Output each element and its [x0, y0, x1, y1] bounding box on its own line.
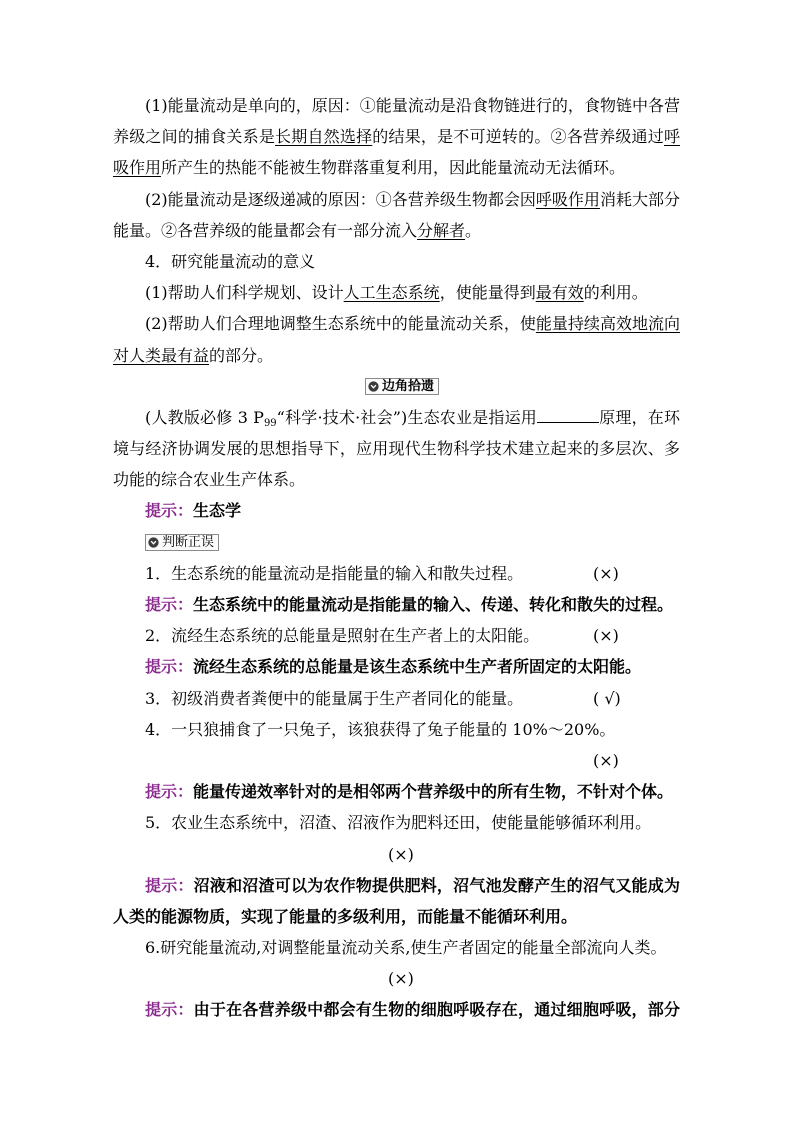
text-segment: 的利用。 [583, 283, 648, 303]
question-text: 2．流经生态系统的总能量是照射在生产者上的太阳能。 [145, 626, 540, 646]
answer-mark: ( √) [593, 688, 621, 708]
text-segment: (人教版必修 3 P [145, 407, 264, 427]
judgement-item-4 [113, 714, 680, 745]
underlined-keyword: 呼 [663, 127, 680, 147]
answer-mark: (×) [593, 626, 619, 646]
answer-mark: (×) [593, 563, 619, 583]
judgement-item-5 [113, 807, 680, 838]
judgement-item-6 [113, 932, 680, 963]
text-segment: 所产生的热能不能被生物群落重复利用，因此能量流动无法循环。 [161, 158, 626, 178]
question-text: 3．初级消费者粪便中的能量属于生产者同化的能量。 [145, 688, 524, 708]
hint-label: 提示： [145, 501, 194, 521]
hint-label: 提示： [145, 782, 194, 802]
hint-label: 提示： [145, 1000, 194, 1020]
text-segment: (2)帮助人们合理地调整生态系统中的能量流动关系，使 [145, 314, 536, 334]
answer-mark: (×) [388, 969, 414, 989]
question-text: 4．一只狼捕食了一只兔子，该狼获得了兔子能量的 10%～20%。 [145, 719, 616, 739]
decreasing-line-1 [113, 184, 680, 215]
extras-line-1 [113, 402, 680, 433]
underlined-keyword: 对人类最有益 [113, 345, 210, 365]
one-way-line-2 [113, 121, 680, 152]
chevron-circle-icon [148, 537, 159, 548]
text-segment: 的结果，是不可逆转的。②各营养级通过 [372, 127, 664, 147]
text-segment: 能量。②各营养级的能量都会有一部分流入 [113, 220, 418, 240]
underlined-keyword: 分解者 [417, 220, 466, 240]
hint-text: 生态系统中的能量流动是指能量的输入、传递、转化和散失的过程。 [193, 595, 674, 614]
underlined-keyword: 最有效 [535, 283, 584, 303]
text-segment: 消耗大部分 [599, 189, 680, 209]
page-content [113, 90, 680, 1026]
question-text: 1．生态系统的能量流动是指能量的输入和散失过程。 [145, 563, 524, 583]
judgement-hint-5-line-1 [113, 870, 680, 901]
judgement-hint-6-line-1 [113, 994, 680, 1025]
hint-text: 流经生态系统的总能量是该生态系统中生产者所固定的太阳能。 [193, 657, 642, 677]
extras-hint [113, 495, 680, 526]
extras-line-2: 境与经济协调发展的思想指导下，应用现代生物科学技术建立起来的多层次、多 [113, 439, 680, 459]
judgement-label-row [113, 527, 680, 558]
hint-text: 沼液和沼渣可以为农作物提供肥料，沼气池发酵产生的沼气又能成为 [193, 875, 680, 895]
underlined-keyword: 呼吸作用 [535, 189, 600, 209]
hint-label: 提示： [145, 595, 194, 614]
judgement-hint-4 [113, 776, 680, 807]
hint-label: 提示： [145, 875, 194, 895]
significance-heading: 4．研究能量流动的意义 [145, 251, 316, 271]
significance-item-2-line-1 [113, 308, 680, 339]
judgement-hint-1 [113, 589, 680, 620]
judgement-item-1 [113, 558, 680, 589]
text-segment: 。 [465, 220, 482, 240]
text-segment: 的部分。 [209, 345, 274, 365]
page-subscript: 99 [263, 417, 277, 429]
hint-label: 提示： [145, 657, 194, 677]
hint-text: 能量传递效率针对的是相邻两个营养级中的所有生物，不针对个体。 [193, 782, 674, 802]
extras-label-box [365, 378, 439, 395]
extras-label: 边角拾遗 [382, 378, 435, 394]
hint-text: 人类的能源物质，实现了能量的多级利用，而能量不能循环利用。 [113, 906, 578, 926]
one-way-line-1 [113, 90, 680, 121]
judgement-label: 判断正误 [162, 534, 215, 550]
judgement-item-4-mark-row [113, 745, 680, 776]
question-text: 5．农业生态系统中，沼渣、沼液作为肥料还田，使能量能够循环利用。 [145, 813, 652, 833]
significance-item-1 [113, 277, 680, 308]
judgement-hint-5-line-2 [113, 901, 680, 932]
judgement-item-2 [113, 620, 680, 651]
judgement-hint-2 [113, 651, 680, 682]
chevron-circle-icon [368, 381, 379, 392]
text-segment: (2)能量流动是逐级递减的原因：①各营养级生物都会因 [145, 189, 536, 209]
question-text: 6.研究能量流动,对调整能量流动关系,使生产者固定的能量全部流向人类。 [145, 938, 667, 958]
one-way-line-3 [113, 152, 680, 183]
underlined-keyword: 人工生态系统 [343, 283, 440, 303]
text-segment: (1)帮助人们科学规划、设计 [145, 283, 344, 303]
underlined-keyword: 吸作用 [113, 158, 162, 178]
text-segment: “科学·技术·社会”)生态农业是指运用 [276, 407, 537, 427]
judgement-item-5-mark-row [113, 839, 680, 870]
hint-text: 由于在各营养级中都会有生物的细胞呼吸存在，通过细胞呼吸，部分 [193, 1000, 680, 1020]
text-segment: 养级之间的捕食关系是 [113, 127, 276, 147]
text-segment: (1)能量流动是单向的，原因：①能量流动是沿食物链进行的，食物链中各营 [145, 96, 680, 115]
extras-line-3: 功能的综合农业生产体系。 [113, 470, 306, 490]
text-segment: 原理，在环 [598, 407, 680, 427]
fill-in-blank [537, 408, 599, 423]
significance-item-2-line-2 [113, 340, 680, 371]
answer-mark: (×) [593, 750, 619, 770]
answer-mark: (×) [388, 844, 414, 864]
extras-label-row [113, 371, 680, 402]
judgement-label-box [145, 534, 219, 551]
hint-text: 生态学 [193, 501, 242, 521]
underlined-keyword: 能量持续高效地流向 [535, 314, 680, 334]
judgement-item-3 [113, 683, 680, 714]
judgement-item-6-mark-row [113, 963, 680, 994]
decreasing-line-2 [113, 215, 680, 246]
underlined-keyword: 长期自然选择 [275, 127, 373, 147]
text-segment: ，使能量得到 [439, 283, 536, 303]
